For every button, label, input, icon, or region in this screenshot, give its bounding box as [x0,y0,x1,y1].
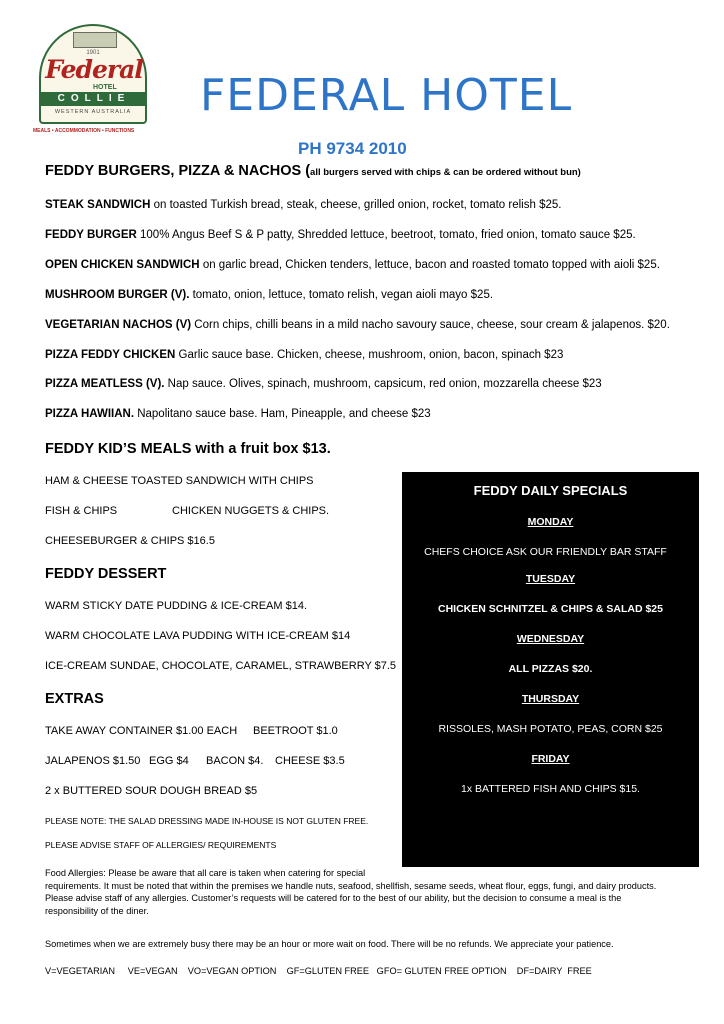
burgers-heading-note: all burgers served with chips & can be ordered without bun) [310,167,581,178]
kids-heading: FEDDY KID’S MEALS with a fruit box $13. [45,441,331,457]
extras-item: BACON $4. [206,755,264,767]
allergy-advice-note: PLEASE ADVISE STAFF OF ALLERGIES/ REQUIREMENTS [45,840,277,850]
specials-title: FEDDY DAILY SPECIALS [473,483,628,498]
wait-time-note: Sometimes when we are extremely busy there may be an hour or more wait on food. There will be no refunds. We appreciate your patience. [45,939,614,949]
menu-item-desc: on toasted Turkish bread, steak, cheese, grilled onion, rocket, tomato relish $25. [150,199,562,211]
dessert-item: WARM STICKY DATE PUDDING & ICE-CREAM $14. [45,600,308,612]
logo-town: COLLIE [41,92,147,106]
menu-item-desc: Nap sauce. Olives, spinach, mushroom, capsicum, red onion, mozzarella cheese $23 [164,378,602,390]
allergy-line: requirements. It must be noted that within the premises we handle nuts, seafood, shellfish, sesame seeds, wheat flour, eggs, fungi, and dairy products. [45,880,657,891]
menu-item [45,349,563,361]
allergy-line: responsibility of the diner. [45,905,149,916]
burgers-heading-text: FEDDY BURGERS, PIZZA & NACHOS ( [45,163,311,179]
menu-item-name: OPEN CHICKEN SANDWICH [45,259,200,271]
specials-day: MONDAY [527,516,574,528]
logo-year: 1901 [86,50,100,56]
kids-item: HAM & CHEESE TOASTED SANDWICH WITH CHIPS [45,475,314,487]
kids-item: FISH & CHIPS [45,505,118,517]
menu-item-name: STEAK SANDWICH [45,199,151,211]
extras-item: TAKE AWAY CONTAINER $1.00 EACH [45,725,238,737]
menu-item-name: MUSHROOM BURGER (V). [45,289,190,301]
menu-item-desc: 100% Angus Beef S & P patty, Shredded lettuce, beetroot, tomato, fried onion, tomato sauce $25. [136,229,636,241]
dietary-legend: V=VEGETARIAN VE=VEGAN VO=VEGAN OPTION GF=GLUTEN FREE GFO= GLUTEN FREE OPTION DF=DAIRY FREE [45,966,592,976]
extras-item: 2 x BUTTERED SOUR DOUGH BREAD $5 [45,785,258,797]
page-title: FEDERAL HOTEL [200,70,573,121]
menu-item-desc: on garlic bread, Chicken tenders, lettuce, bacon and roasted tomato topped with aioli $25. [199,259,660,271]
menu-item [45,319,670,331]
kids-item: CHEESEBURGER & CHIPS $16.5 [45,535,215,547]
extras-item: EGG $4 [149,755,189,767]
logo-tagline: MEALS • ACCOMMODATION • FUNCTIONS [33,128,135,134]
menu-item [45,289,493,301]
extras-heading: EXTRAS [45,691,104,707]
specials-offer: ALL PIZZAS $20. [508,663,593,675]
specials-offer: 1x BATTERED FISH AND CHIPS $15. [461,783,640,795]
menu-item-desc: tomato, onion, lettuce, tomato relish, vegan aioli mayo $25. [189,289,494,301]
specials-offer: CHEFS CHOICE ASK OUR FRIENDLY BAR STAFF [424,546,667,558]
menu-item-name: PIZZA HAWIIAN. [45,408,135,420]
specials-day: WEDNESDAY [516,633,585,645]
menu-item-name: PIZZA MEATLESS (V). [45,378,165,390]
phone-number: PH 9734 2010 [298,139,407,158]
extras-item: JALAPENOS $1.50 [45,755,141,767]
gluten-note: PLEASE NOTE: THE SALAD DRESSING MADE IN-HOUSE IS NOT GLUTEN FREE. [45,816,369,826]
daily-specials-panel [402,472,699,867]
allergy-disclaimer [45,867,705,917]
menu-item [45,229,636,241]
hotel-logo [33,24,161,136]
menu-item-desc: Napolitano sauce base. Ham, Pineapple, and cheese $23 [134,408,431,420]
menu-item [45,199,561,211]
menu-item [45,259,660,271]
extras-item: CHEESE $3.5 [275,755,345,767]
specials-offer: RISSOLES, MASH POTATO, PEAS, CORN $25 [438,723,663,735]
allergy-line: Please advise staff of any allergies. Customer’s requests will be catered for to the best of our ability, but the decision to consume a meal is the [45,893,622,903]
dessert-heading: FEDDY DESSERT [45,566,167,582]
dessert-item: WARM CHOCOLATE LAVA PUDDING WITH ICE-CREAM $14 [45,630,351,642]
logo-state: WESTERN AUSTRALIA [54,109,132,115]
specials-offer: CHICKEN SCHNITZEL & CHIPS & SALAD $25 [437,603,663,615]
specials-day: FRIDAY [531,753,570,765]
menu-item-name: PIZZA FEDDY CHICKEN [45,349,176,361]
menu-item-name: VEGETARIAN NACHOS (V) [45,319,192,331]
menu-item-desc: Garlic sauce base. Chicken, cheese, mushroom, onion, bacon, spinach $23 [175,349,564,361]
allergy-line: Food Allergies: Please be aware that all care is taken when catering for special [45,868,366,878]
kids-item: CHICKEN NUGGETS & CHIPS. [172,505,330,517]
logo-building-illustration [73,32,117,48]
menu-item [45,378,602,390]
burgers-heading [45,163,581,179]
menu-item-desc: Corn chips, chilli beans in a mild nacho savoury sauce, cheese, sour cream & jalapenos. $20. [191,319,670,331]
specials-day: THURSDAY [521,693,580,705]
dessert-item: ICE-CREAM SUNDAE, CHOCOLATE, CARAMEL, STRAWBERRY $7.5 [45,660,397,672]
menu-item-name: FEDDY BURGER [45,229,137,241]
logo-name: Federal [45,55,143,84]
specials-day: TUESDAY [525,573,576,585]
extras-item: BEETROOT $1.0 [253,725,338,737]
menu-item [45,408,431,420]
logo-hotel: HOTEL [93,84,117,91]
